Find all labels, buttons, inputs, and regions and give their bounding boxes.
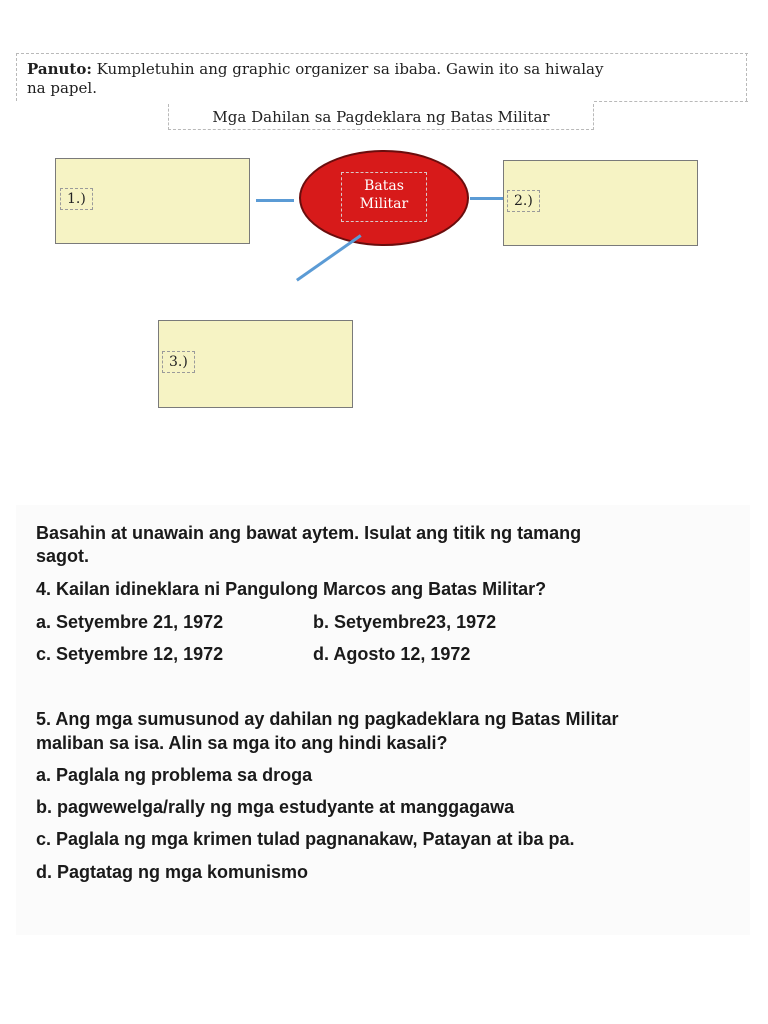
center-label [341,172,427,222]
instruction-border-right [746,53,747,101]
instruction-border [594,101,748,102]
instructions-text-line2: na papel. [27,79,97,97]
question-4-choice-d[interactable]: d. Agosto 12, 1972 [313,644,471,664]
question-5-choice-a[interactable]: a. Paglala ng problema sa droga [36,765,313,785]
center-label-line1: Batas [364,178,404,194]
question-5-choice-b[interactable]: b. pagwewelga/rally ng mga estudyante at manggagawa [36,797,515,817]
box-3-label: 3.) [162,351,195,373]
question-5-choice-d[interactable]: d. Pagtatag ng mga komunismo [36,862,309,882]
box-2-label: 2.) [507,190,540,212]
question-5-choice-c[interactable]: c. Paglala ng mga krimen tulad pagnanakaw, Patayan at iba pa. [36,829,575,849]
question-4-choice-a[interactable]: a. Setyembre 21, 1972 [36,612,224,632]
instructions-label: Panuto: [27,60,92,78]
question-4-choice-b[interactable]: b. Setyembre23, 1972 [313,612,497,632]
connector-right [470,197,504,200]
graphic-organizer-section [0,0,768,430]
question-4-choice-c[interactable]: c. Setyembre 12, 1972 [36,644,224,664]
question-4: 4. Kailan idineklara ni Pangulong Marcos ang Batas Militar? [36,579,547,599]
question-5-line2: maliban sa isa. Alin sa mga ito ang hindi kasali? [36,733,448,753]
connector-left [256,199,294,202]
connector-diagonal [296,234,362,281]
question-5-line1: 5. Ang mga sumusunod ay dahilan ng pagkadeklara ng Batas Militar [36,709,619,729]
questions-intro-line2: sagot. [36,546,90,566]
instructions [16,53,748,101]
box-1-label: 1.) [60,188,93,210]
questions-intro-line1: Basahin at unawain ang bawat aytem. Isulat ang titik ng tamang [36,523,582,543]
instructions-text-line1: Kumpletuhin ang graphic organizer sa ibaba. Gawin ito sa hiwalay [96,60,604,78]
organizer-title: Mga Dahilan sa Pagdeklara ng Batas Militar [168,104,594,130]
center-label-line2: Militar [359,196,409,212]
